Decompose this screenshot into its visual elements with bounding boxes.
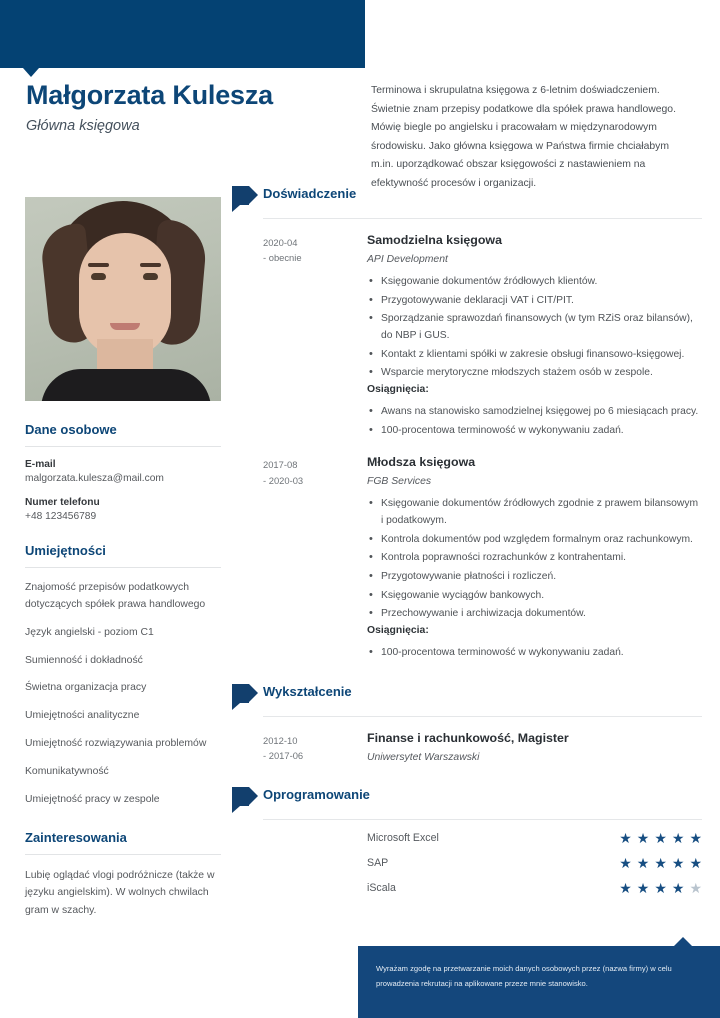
school-name: Uniwersytet Warszawski (367, 751, 480, 763)
star-filled-icon: ★ (689, 830, 702, 847)
experience-entry (232, 219, 702, 441)
skill-item: Sumienność i dokładność (25, 654, 143, 666)
star-filled-icon: ★ (689, 855, 702, 872)
main-column (232, 186, 702, 895)
software-rating (619, 856, 702, 870)
bullet-item: • Kontrola dokumentów pod względem formalnym oraz rachunkowym. (367, 532, 702, 549)
achievement-item: • 100-procentowa terminowość w wykonywaniu zadań. (367, 645, 702, 662)
skill-item: Umiejętności analityczne (25, 710, 140, 722)
interests-heading: Zainteresowania (25, 829, 127, 845)
section-personal-data (25, 422, 221, 522)
bullet-item: • Kontakt z klientami spółki w zakresie obsługi finansowo-księgowej. (367, 347, 702, 364)
software-heading: Oprogramowanie (263, 787, 370, 803)
phone-label: Numer telefonu (25, 497, 100, 508)
star-filled-icon: ★ (636, 830, 650, 847)
star-filled-icon: ★ (619, 880, 632, 897)
bullet-item: • Sporządzanie sprawozdań finansowych (w tym RZiS oraz bilansów), do NBP i GUS. (367, 311, 702, 344)
consent-text: Wyrażam zgodę na przetwarzanie moich danych osobowych przez (nazwa firmy) w celu prowadzenia rekrutacji na aplikowane przeze mnie stanowisko. (376, 964, 672, 988)
bullet-item: • Przygotowywanie płatności i rozliczeń. (367, 569, 702, 586)
experience-heading: Doświadczenie (263, 186, 357, 201)
entry-organization: FGB Services (367, 476, 432, 488)
flag-icon (232, 787, 258, 806)
entry-bullets (367, 496, 702, 623)
entry-bullets (367, 274, 702, 382)
bullet-item: • Księgowanie dokumentów źródłowych klientów. (367, 274, 702, 291)
entry-role: Samodzielna księgowa (367, 233, 502, 247)
section-skills (25, 543, 221, 809)
profile-photo (25, 197, 221, 401)
entry-dates (263, 731, 337, 763)
bullet-item: • Księgowanie wyciągów bankowych. (367, 588, 702, 605)
education-entry (232, 717, 702, 763)
flag-icon (232, 684, 258, 703)
consent-footer (358, 946, 720, 1018)
achievements-label: Osiągnięcia: (367, 625, 429, 637)
star-filled-icon: ★ (636, 880, 650, 897)
personal-data-heading: Dane osobowe (25, 422, 117, 437)
skill-item: Komunikatywność (25, 765, 109, 777)
skill-item: Umiejętność rozwiązywania problemów (25, 738, 207, 750)
entry-achievements (367, 645, 702, 662)
photo-brow-left (88, 263, 109, 267)
date-start: 2020-04 (263, 237, 298, 248)
photo-eye-left (91, 273, 106, 280)
candidate-job-title: Główna księgowa (26, 118, 140, 135)
section-interests (25, 830, 221, 921)
date-start: 2012-10 (263, 734, 298, 746)
photo-mouth (110, 323, 140, 330)
header-band (0, 0, 365, 68)
skills-heading: Umiejętności (25, 543, 106, 558)
header-notch-icon (23, 68, 39, 77)
entry-body (337, 731, 702, 763)
skill-item: Umiejętność pracy w zespole (25, 793, 160, 805)
star-filled-icon: ★ (671, 855, 685, 872)
skill-item: Język angielski - poziom C1 (25, 626, 154, 638)
bullet-item: • Księgowanie dokumentów źródłowych zgodnie z prawem bilansowym i podatkowym. (367, 496, 702, 529)
software-rating (619, 831, 702, 845)
entry-body (337, 233, 702, 441)
divider (25, 446, 221, 447)
star-filled-icon: ★ (636, 855, 650, 872)
star-filled-icon: ★ (654, 830, 667, 847)
software-rating (619, 881, 702, 895)
candidate-name: Małgorzata Kulesza (26, 80, 273, 110)
divider (25, 854, 221, 855)
star-filled-icon: ★ (654, 880, 667, 897)
date-start: 2017-08 (263, 459, 298, 471)
star-filled-icon: ★ (671, 830, 685, 847)
date-end: - 2017-06 (263, 749, 304, 761)
bullet-item: • Kontrola poprawności rozrachunków z kontrahentami. (367, 550, 702, 567)
date-end: - obecnie (263, 252, 302, 264)
achievement-item: • Awans na stanowisko samodzielnej księgowej po 6 miesiącach pracy. (367, 404, 702, 421)
interests-text: Lubię oglądać vlogi podróżnicze (także w języku angielskim). W wolnych chwilach gram w szachy. (25, 869, 215, 917)
star-empty-icon: ★ (689, 880, 702, 897)
photo-eye-right (143, 273, 158, 280)
entry-body (337, 455, 702, 663)
entry-role: Młodsza księgowa (367, 455, 476, 470)
skill-item: Znajomość przepisów podatkowych dotyczących spółek prawa handlowego (25, 582, 206, 610)
entry-achievements (367, 404, 702, 439)
star-filled-icon: ★ (619, 855, 632, 872)
email-label: E-mail (25, 459, 56, 470)
date-end: - 2020-03 (263, 474, 304, 486)
star-filled-icon: ★ (619, 830, 632, 847)
experience-heading-row (232, 186, 702, 212)
photo-brow-right (140, 263, 161, 267)
entry-organization: API Development (367, 254, 448, 265)
bullet-item: • Przygotowywanie deklaracji VAT i CIT/PIT. (367, 293, 702, 310)
software-name: SAP (367, 857, 389, 870)
star-filled-icon: ★ (671, 880, 685, 897)
sidebar (0, 190, 232, 920)
skill-item: Świetna organizacja pracy (25, 682, 147, 694)
software-name: Microsoft Excel (367, 832, 439, 845)
bullet-item: • Wsparcie merytoryczne młodszych stażem osób w zespole. (367, 365, 702, 382)
software-row (263, 820, 702, 845)
footer-notch-icon (674, 937, 692, 946)
software-row (263, 845, 702, 870)
entry-dates (263, 455, 337, 663)
education-heading-row (232, 684, 702, 710)
phone-value: +48 123456789 (25, 511, 97, 522)
email-value: malgorzata.kulesza@mail.com (25, 473, 164, 484)
photo-shirt (41, 369, 211, 401)
software-heading-row (232, 787, 702, 813)
software-row (263, 870, 702, 895)
degree-title: Finanse i rachunkowość, Magister (367, 730, 569, 745)
name-block (26, 80, 356, 134)
bullet-item: • Przechowywanie i archiwizacja dokumentów. (367, 606, 702, 623)
education-heading: Wykształcenie (263, 683, 352, 699)
achievement-item: • 100-procentowa terminowość w wykonywaniu zadań. (367, 423, 702, 440)
software-name: iScala (367, 882, 396, 895)
experience-entry (232, 441, 702, 663)
achievements-label: Osiągnięcia: (367, 384, 429, 396)
flag-icon (232, 186, 258, 205)
profile-summary: Terminowa i skrupulatna księgowa z 6-letnim doświadczeniem. Świetnie znam przepisy podatkowe dla spółek prawa handlowego. Mówię biegle po angielsku i pracowałam w międzynarodowym środowisku. Jako główna księgowa w Państwa firmie chciałabym m.in. uporządkować obszar księgowości z nastawieniem na efektywność procesów i organizacji. (371, 85, 676, 189)
divider (25, 567, 221, 568)
star-filled-icon: ★ (654, 855, 667, 872)
entry-dates (263, 233, 337, 441)
